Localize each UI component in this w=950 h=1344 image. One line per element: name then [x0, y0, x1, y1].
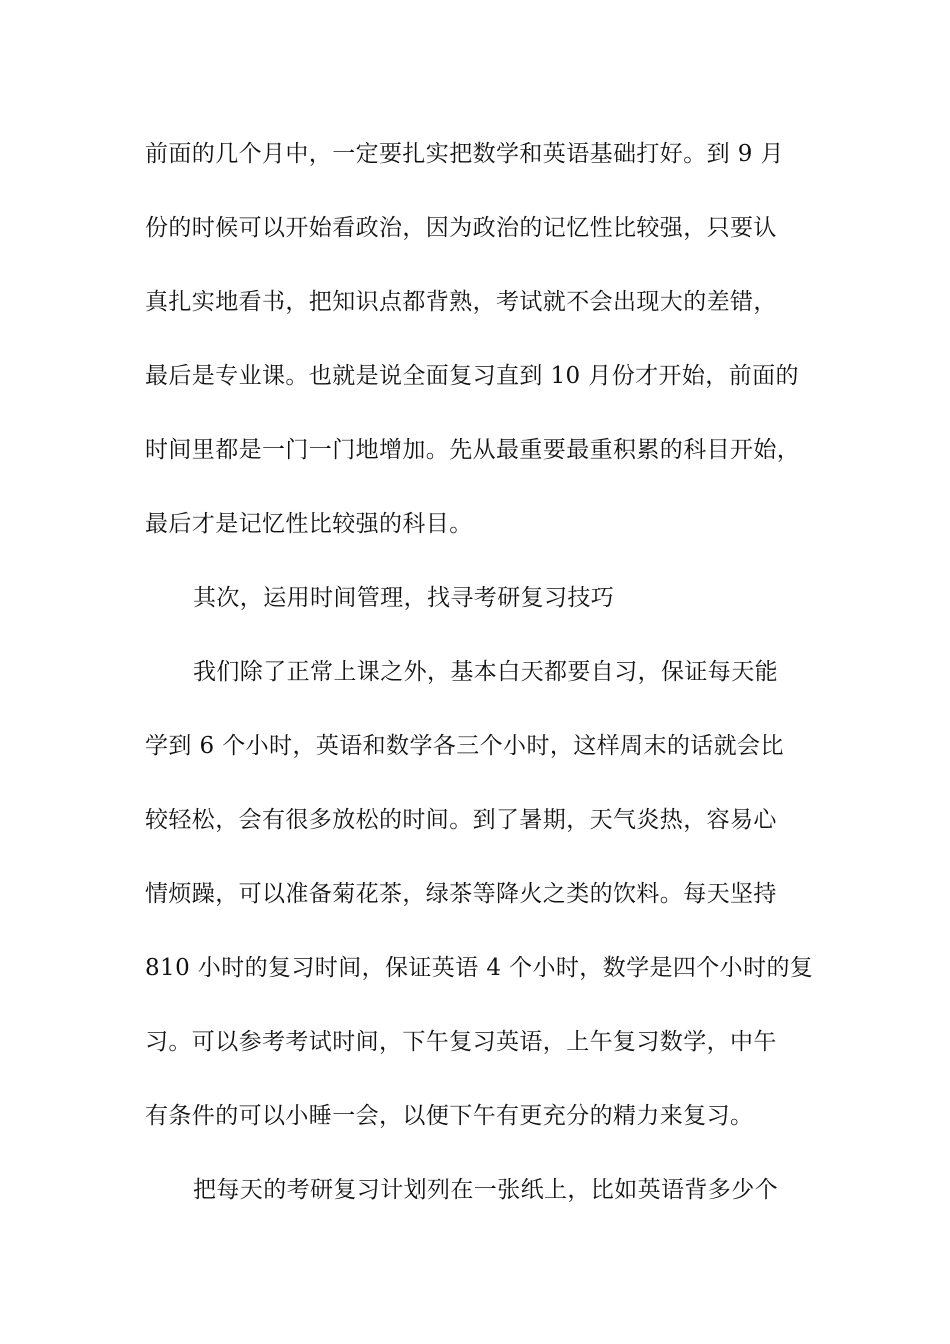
text-line-13: 习。可以参考考试时间，下午复习英语，上午复习数学，中午: [145, 1029, 777, 1055]
text-line-10: 较轻松，会有很多放松的时间。到了暑期，天气炎热，容易心: [145, 807, 777, 833]
section-heading: 其次，运用时间管理，找寻考研复习技巧: [193, 585, 615, 611]
text-line-4: 最后是专业课。也就是说全面复习直到 10 月份才开始，前面的: [145, 363, 799, 389]
text-line-12: 810 小时的复习时间，保证英语 4 个小时，数学是四个小时的复: [145, 955, 814, 981]
text-line-5: 时间里都是一门一门地增加。先从最重要最重积累的科目开始，: [145, 437, 801, 463]
text-line-9: 学到 6 个小时，英语和数学各三个小时，这样周末的话就会比: [145, 733, 784, 759]
text-line-15: 把每天的考研复习计划列在一张纸上，比如英语背多少个: [193, 1177, 778, 1203]
text-line-2: 份的时候可以开始看政治，因为政治的记忆性比较强，只要认: [145, 215, 777, 241]
text-line-1: 前面的几个月中，一定要扎实把数学和英语基础打好。到 9 月: [145, 141, 784, 167]
text-line-6: 最后才是记忆性比较强的科目。: [145, 511, 473, 537]
text-line-14: 有条件的可以小睡一会，以便下午有更充分的精力来复习。: [145, 1103, 754, 1129]
text-line-3: 真扎实地看书，把知识点都背熟，考试就不会出现大的差错，: [145, 289, 777, 315]
text-line-11: 情烦躁，可以准备菊花茶，绿茶等降火之类的饮料。每天坚持: [145, 881, 777, 907]
text-line-8: 我们除了正常上课之外，基本白天都要自习，保证每天能: [193, 659, 778, 685]
